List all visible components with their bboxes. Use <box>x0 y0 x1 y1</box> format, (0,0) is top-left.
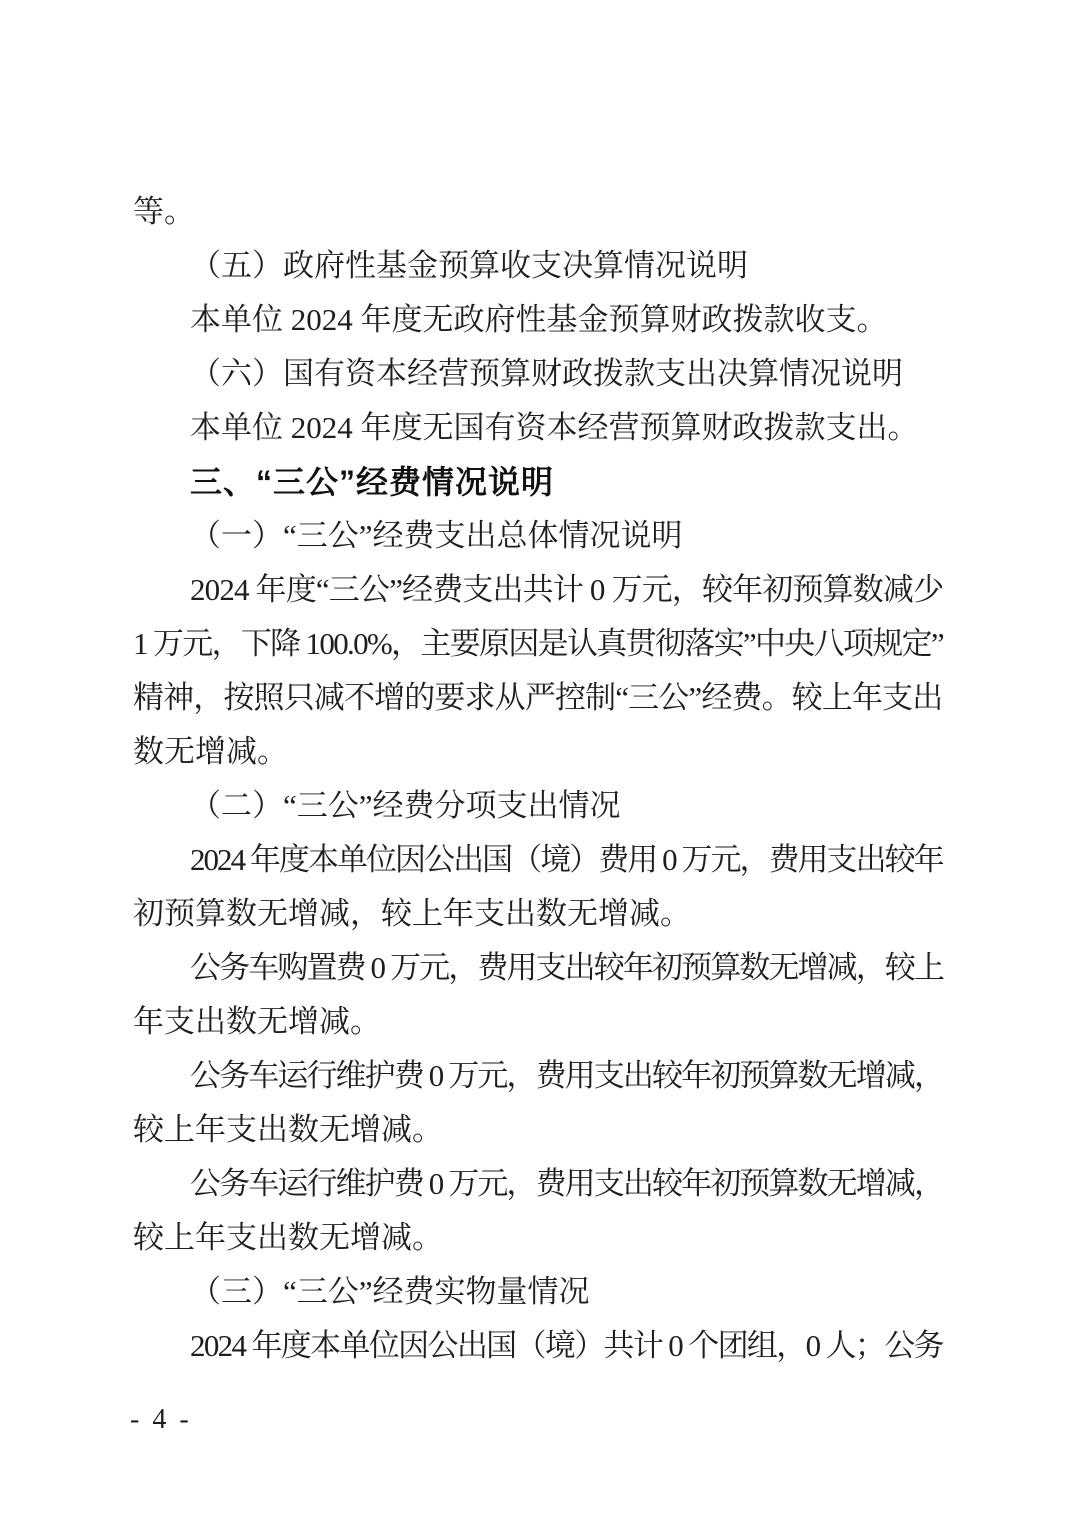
body-text-line: 公务车运行维护费 0 万元，费用支出较年初预算数无增减， <box>190 1166 944 1201</box>
body-text-line: 精神，按照只减不增的要求从严控制“三公”经费。较上年支出 <box>133 680 943 715</box>
body-text-line: 2024 年度“三公”经费支出共计 0 万元，较年初预算数减少 <box>190 572 944 607</box>
body-text-line: 本单位 2024 年度无政府性基金预算财政拨款收支。 <box>190 302 888 337</box>
body-text-line: 公务车购置费 0 万元，费用支出较年初预算数无增减，较上 <box>190 950 944 985</box>
section-heading: （三）“三公”经费实物量情况 <box>190 1274 590 1309</box>
section-heading: （六）国有资本经营预算财政拨款支出决算情况说明 <box>190 356 903 391</box>
body-text-line: 2024 年度本单位因公出国（境）共计 0 个团组，0 人；公务 <box>190 1328 943 1363</box>
section-heading: （一）“三公”经费支出总体情况说明 <box>190 518 683 553</box>
body-text-line: 较上年支出数无增减。 <box>133 1220 443 1255</box>
body-text-line: 数无增减。 <box>133 734 288 769</box>
body-text-line: 1 万元，下降 100.0%，主要原因是认真贯彻落实”中央八项规定” <box>133 626 943 661</box>
body-text-line: 等。 <box>133 194 195 229</box>
chapter-heading: 三、“三公”经费情况说明 <box>190 464 555 500</box>
page-number: - 4 - <box>130 1404 192 1435</box>
section-heading: （二）“三公”经费分项支出情况 <box>190 788 621 823</box>
body-text-line: 年支出数无增减。 <box>133 1004 381 1039</box>
body-text-line: 本单位 2024 年度无国有资本经营预算财政拨款支出。 <box>190 410 919 445</box>
section-heading: （五）政府性基金预算收支决算情况说明 <box>190 248 748 283</box>
body-text-line: 2024 年度本单位因公出国（境）费用 0 万元，费用支出较年 <box>190 842 943 877</box>
document-body <box>133 185 943 1373</box>
body-text-line: 初预算数无增减，较上年支出数无增减。 <box>133 896 691 931</box>
body-text-line: 公务车运行维护费 0 万元，费用支出较年初预算数无增减， <box>190 1058 944 1093</box>
body-text-line: 较上年支出数无增减。 <box>133 1112 443 1147</box>
